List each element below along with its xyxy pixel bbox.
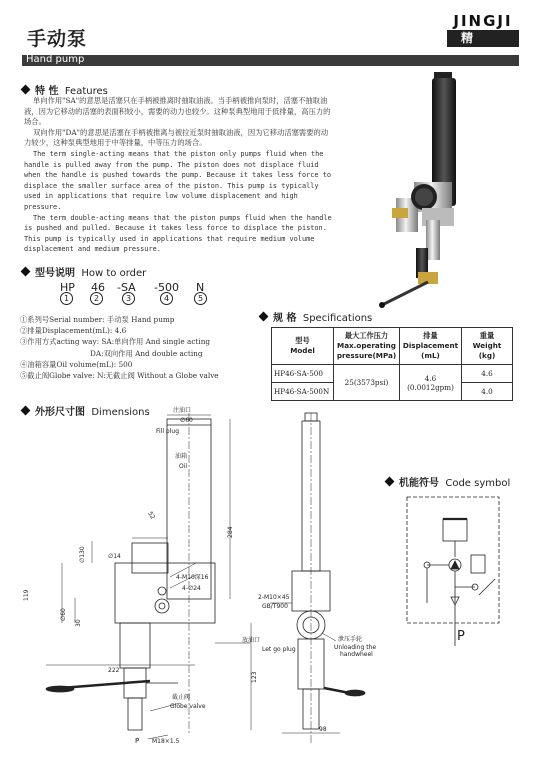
diamond-bullet-icon (259, 312, 269, 322)
order-line-4: DA:双向作用 And double acting (90, 348, 203, 358)
dim-24: 4-∅24 (182, 585, 201, 592)
hydraulic-symbol (405, 491, 505, 651)
label-letgo-en: Let go plug (262, 646, 296, 653)
dim-52: 52 (146, 510, 157, 521)
dim-284: 284 (227, 526, 234, 538)
code-part-4: -500 (154, 281, 179, 294)
features-heading: 特 性 Features (22, 82, 108, 97)
spec-weight: 4.0 (462, 383, 513, 401)
code-num-1: 1 (60, 292, 73, 305)
order-line-1: ①系列号Serial number: 手动泵 Hand pump (20, 315, 175, 324)
spec-h-pressure: 最大工作压力 Max.operating pressure(MPa) (334, 328, 400, 365)
dim-m10: 4-M10深16 (176, 574, 209, 581)
code-num-4: 4 (160, 292, 173, 305)
dim-60: ∅60 (180, 417, 193, 424)
order-heading: 型号说明 How to order (22, 264, 146, 279)
features-p4: The term double-acting means that the piston pumps fluid when the handle is pushed and pulled. Because it takes less force to displace the piston. This pump is typically used in applications that require medium volume displacement and medium pressure. (24, 213, 332, 254)
features-p1: 单向作用"SA"的意思是活塞只在手柄被推离时抽取油液。当手柄被推向泵时，活塞不抽取油液，因为它移动的活塞的表面积较小，需要的动力也较少。这种泵典型地用于低排量，高压力的场合。 (24, 96, 331, 127)
order-line-6: ⑤截止阀Globe valve: N:无截止阀 Without a Globe valve (20, 371, 219, 381)
dimensions-heading: 外形尺寸图 Dimensions (22, 403, 150, 418)
label-globe-zh: 截止阀 (172, 694, 191, 701)
label-oil-en: Oil (179, 463, 188, 470)
dim-130: ∅130 (79, 546, 86, 563)
spec-h-weight: 重量 Weight (kg) (462, 328, 513, 365)
label-p-symbol: P (457, 629, 465, 644)
label-unload-en1: Unloading the (334, 644, 377, 651)
features-text (24, 96, 334, 255)
table-row (272, 365, 513, 383)
dim-30: 30 (75, 619, 82, 627)
dim-14: ∅14 (108, 553, 121, 560)
order-line-2: ②排量Displacement(mL): 4.6 (20, 326, 127, 336)
spec-h-displacement: 排量 Displacement (mL) (400, 328, 462, 365)
label-unload-en2: handwheel (340, 651, 373, 658)
code-num-3: 3 (122, 292, 135, 305)
dim-m10b: 2-M10×45 (258, 594, 290, 601)
label-globe-en: Globe valve (170, 703, 206, 710)
diamond-bullet-icon (21, 85, 31, 95)
order-line-5: ④油箱容量Oil volume(mL): 500 (20, 359, 133, 369)
brand-logo (447, 12, 519, 47)
symbol-heading: 机能符号 Code symbol (386, 474, 510, 489)
label-oil-zh: 油箱 (175, 453, 188, 460)
diamond-bullet-icon (21, 267, 31, 277)
spec-displacement: 4.6 (0.0012gpm) (400, 365, 462, 401)
spec-table (271, 327, 513, 401)
brand-zh: 精 (447, 30, 519, 47)
label-p-drawing: P (135, 737, 140, 745)
dim-222: 222 (108, 667, 120, 674)
code-part-3: -SA (117, 281, 136, 294)
label-fill-zh: 注油口 (173, 407, 192, 414)
spec-header-row (272, 328, 513, 365)
band-label: Hand pump (26, 54, 85, 65)
spec-model: HP46-SA-500 (272, 365, 334, 383)
code-part-1: HP (60, 281, 75, 294)
features-p2: 双向作用"DA"的意思是活塞在手柄被推离与被拉近泵时抽取油液，因为它移动活塞需要的动力较少，这种泵典型地用于中等排量，中等压力的场合。 (24, 127, 329, 148)
label-unload-zh: 泄压手轮 (338, 636, 363, 643)
spec-pressure: 25(3573psi) (334, 365, 400, 401)
code-num-5: 5 (194, 292, 207, 305)
order-list (20, 314, 270, 381)
brand-en: JINGJI (453, 12, 513, 30)
spec-model: HP46-SA-500N (272, 383, 334, 401)
diamond-bullet-icon (385, 477, 395, 487)
code-num-2: 2 (90, 292, 103, 305)
spec-h-model: 型号 Model (272, 328, 334, 365)
dim-gb: GB/T900 (262, 603, 288, 610)
features-p3: The term single-acting means that the piston only pumps fluid when the handle is pulled away from the pump. The piston does not displace fluid when the handle is pushed towards the pump. Because it takes less force to displace the smaller surface area of the piston. This pump is typically used in applications that require low volume displacement and high pressure. (24, 149, 331, 211)
dim-m18: M18×1.5 (152, 738, 180, 745)
section-band (22, 55, 519, 66)
dim-98: 98 (319, 726, 327, 733)
dim-123: 123 (251, 671, 258, 683)
code-part-2: 46 (91, 281, 105, 294)
label-fill-en: Fill plug (156, 428, 180, 435)
dim-60b: ∅60 (60, 608, 67, 621)
label-letgo-zh: 放油口 (242, 637, 261, 644)
hand-pump-photo (374, 72, 484, 310)
code-part-5: N (196, 281, 205, 294)
spec-heading: 规 格 Specifications (260, 309, 372, 324)
dim-119: 119 (23, 589, 30, 601)
page-title: 手动泵 (27, 28, 88, 50)
spec-weight: 4.6 (462, 365, 513, 383)
order-line-3: ③作用方式acting way: SA:单向作用 And single acting (20, 337, 211, 347)
